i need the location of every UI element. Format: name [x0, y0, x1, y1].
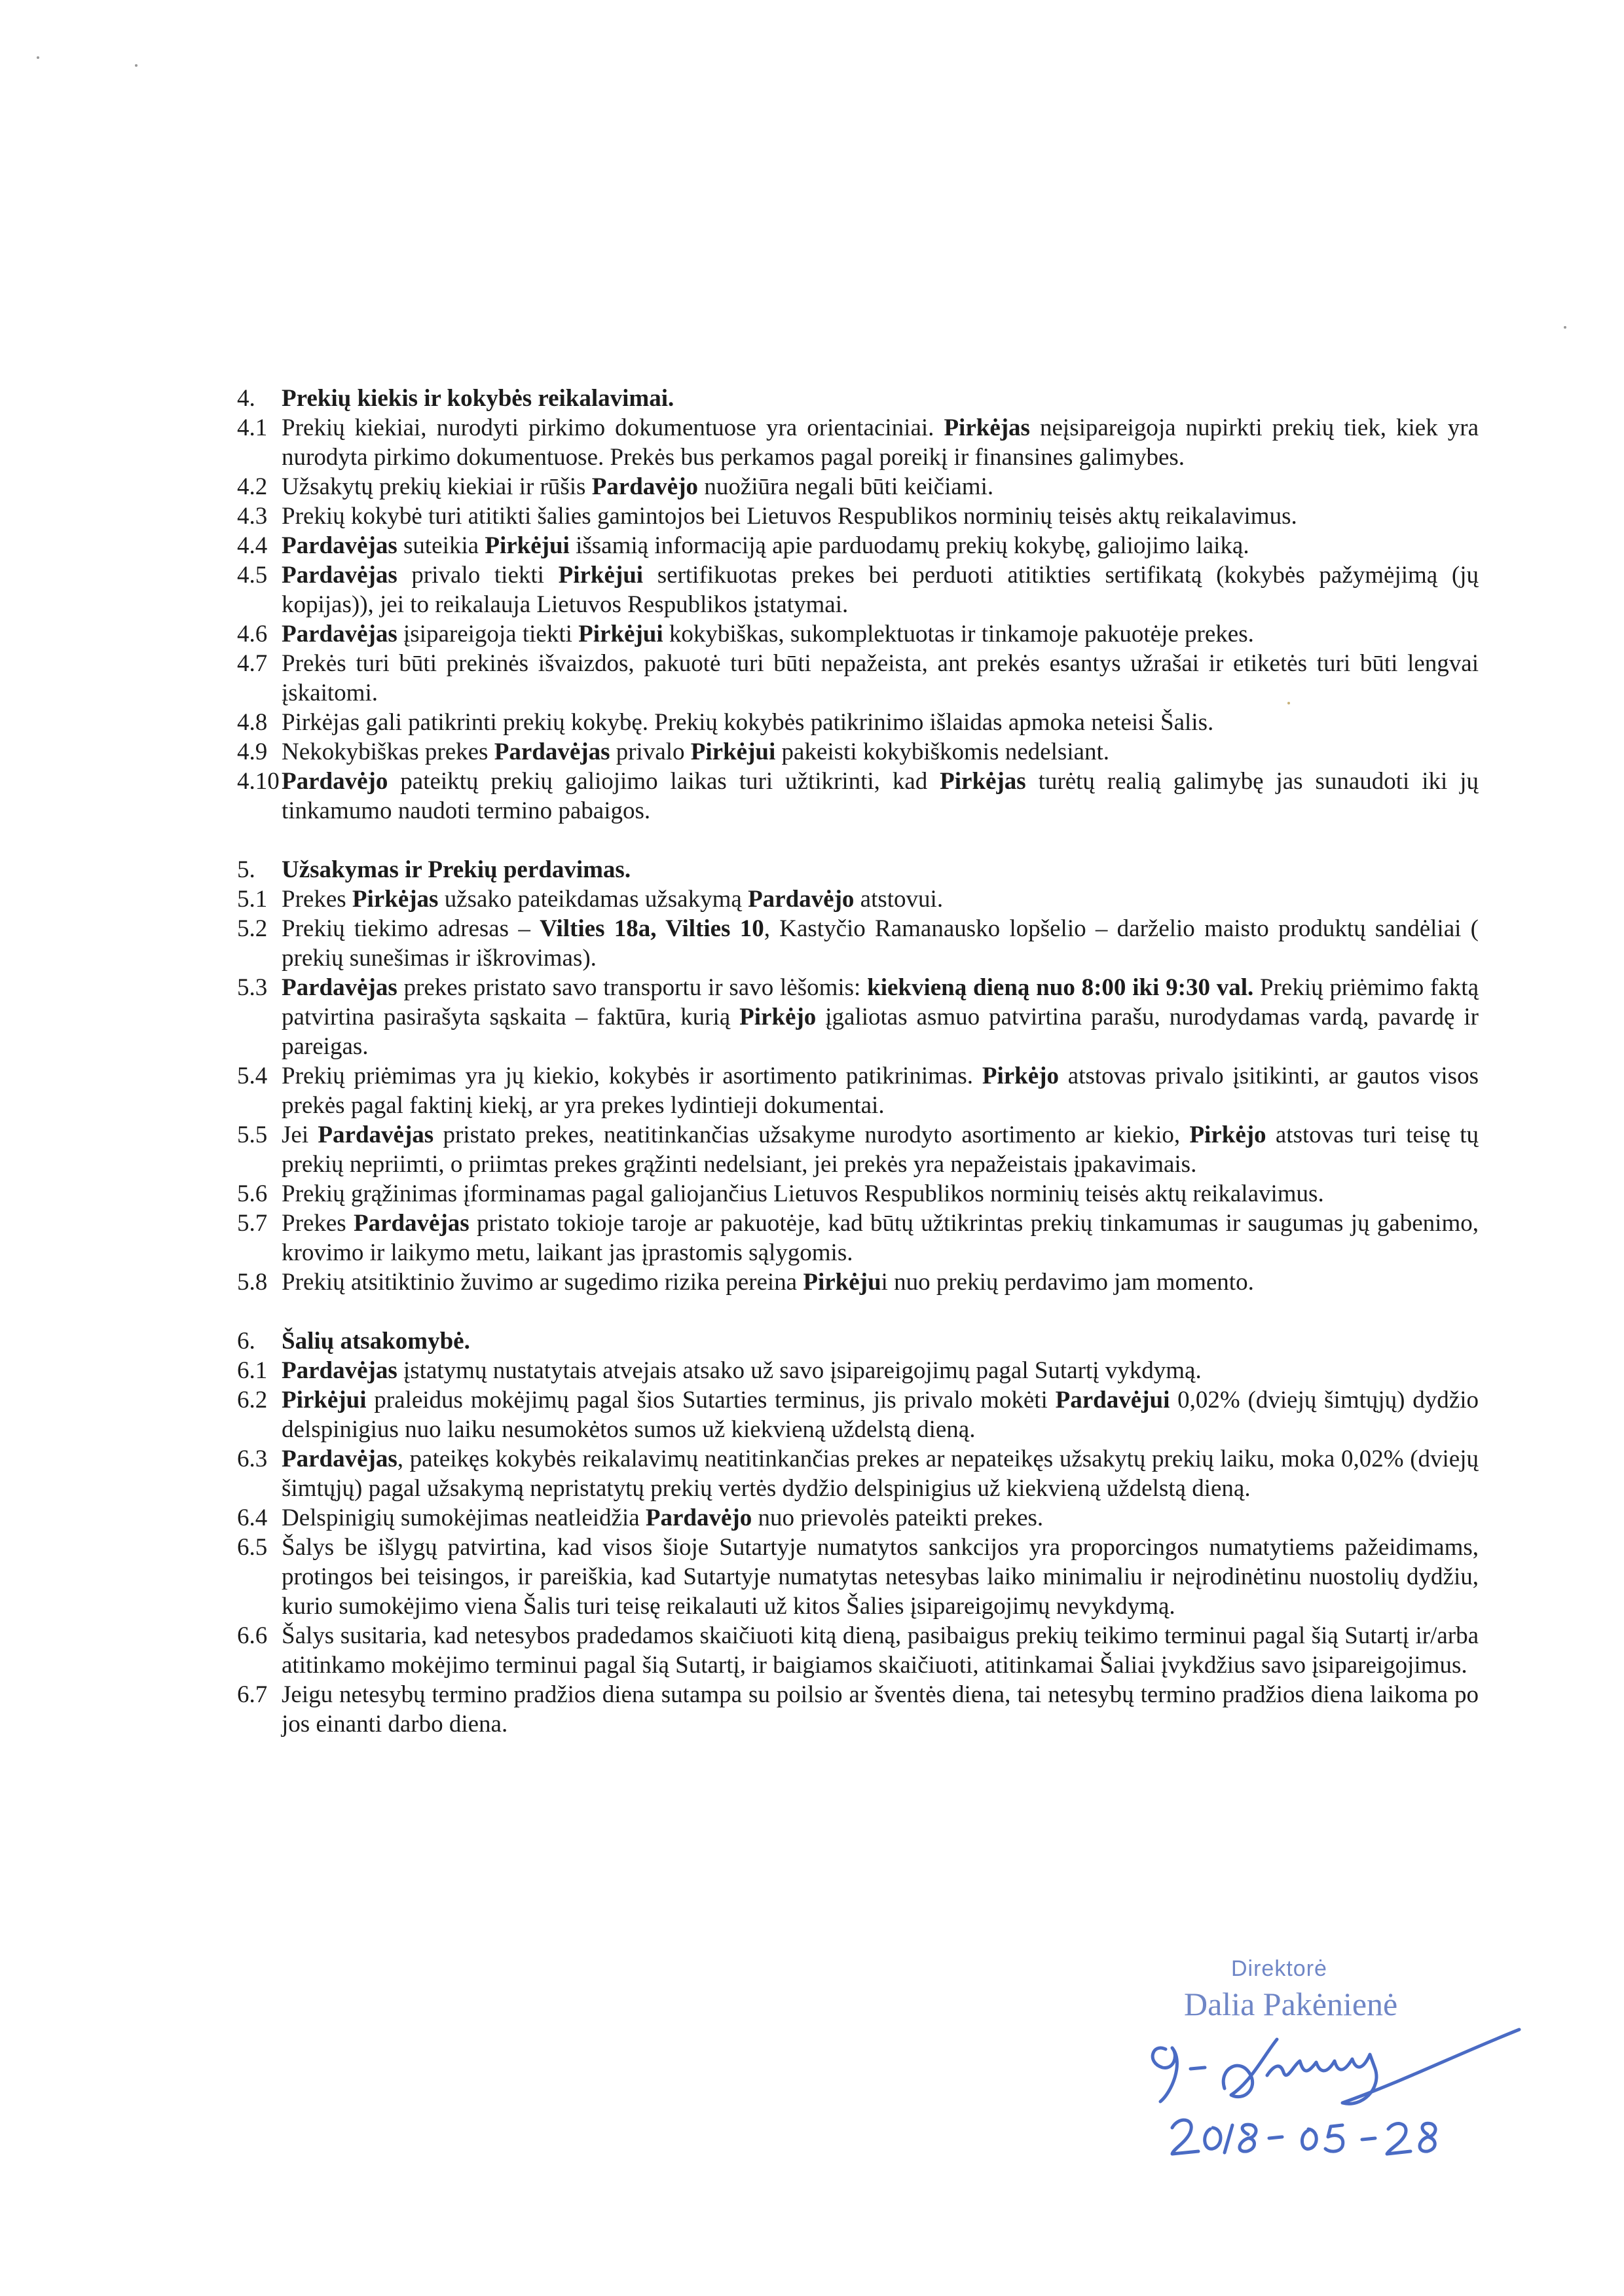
- clause: [237, 501, 1479, 531]
- signature-scribble-stroke: [1223, 2030, 1519, 2104]
- clause: [237, 973, 1479, 1061]
- clause: [237, 1621, 1479, 1680]
- section-heading: [237, 384, 1479, 413]
- clause-text: Prekių kokybė turi atitikti šalies gamintojos bei Lietuvos Respublikos norminių teisės aktų reikalavimus.: [282, 503, 1297, 530]
- clause: [237, 1444, 1479, 1503]
- clause: [237, 708, 1479, 737]
- clause: [237, 914, 1479, 973]
- clause-number: 6.5: [237, 1534, 268, 1561]
- clause: [237, 1356, 1479, 1385]
- clause-text: Užsakytų prekių kiekiai ir rūšis Pardavėjo nuožiūra negali būti keičiami.: [282, 473, 994, 500]
- clause-number: 4.1: [237, 414, 268, 441]
- section-number: 5.: [237, 856, 255, 883]
- clause-text: Pardavėjas įsipareigoja tiekti Pirkėjui kokybiškas, sukomplektuotas ir tinkamoje pakuotėje prekes.: [282, 621, 1254, 647]
- clause-number: 5.4: [237, 1063, 268, 1089]
- clause-text: Prekių priėmimas yra jų kiekio, kokybės ir asortimento patikrinimas. Pirkėjo atstovas privalo įsitikinti, ar gautos visos prekės pagal faktinį kiekį, ar yra prekes lydintieji dokumentai.: [282, 1063, 1479, 1119]
- clause-text: Prekės turi būti prekinės išvaizdos, pakuotė turi būti nepažeista, ant prekės esantys užrašai ir etiketės turi būti lengvai įskaitomi.: [282, 650, 1479, 706]
- section-heading: [237, 1326, 1479, 1356]
- section-number: 4.: [237, 385, 255, 412]
- clause-number: 5.1: [237, 886, 268, 913]
- clause: [237, 1120, 1479, 1179]
- clause-number: 6.6: [237, 1622, 268, 1649]
- stamp-name: Dalia Pakėnienė: [1184, 1986, 1398, 2022]
- clause-number: 4.10: [237, 768, 280, 795]
- clause-number: 5.2: [237, 915, 268, 942]
- clause-text: Šalys be išlygų patvirtina, kad visos šioje Sutartyje numatytos sankcijos yra proporcingos numatytiems pažeidimams, protingos bei teisingos, ir pareiškia, kad Sutartyje numatytas netesybas laiko minimaliu ir neįrodinėtinu nuostolių dydžiu, kurio sumokėjimo viena Šalis turi teisę reikalauti už kitos Šalies įsipareigojimų nevykdymą.: [282, 1534, 1479, 1620]
- clause: [237, 1385, 1479, 1444]
- clause: [237, 1209, 1479, 1267]
- clause: [237, 767, 1479, 826]
- clause-number: 5.3: [237, 974, 268, 1001]
- section-title: Šalių atsakomybė.: [282, 1328, 470, 1355]
- clause: [237, 472, 1479, 501]
- clause-number: 5.8: [237, 1269, 268, 1296]
- clause-text: Prekių kiekiai, nurodyti pirkimo dokumentuose yra orientaciniai. Pirkėjas neįsipareigoja nupirkti prekių tiek, kiek yra nurodyta pirkimo dokumentuose. Prekės bus perkamos pagal poreikį ir finansines galimybes.: [282, 414, 1479, 471]
- clause-text: Prekes Pirkėjas užsako pateikdamas užsakymą Pardavėjo atstovui.: [282, 886, 944, 913]
- clause: [237, 1267, 1479, 1297]
- clause-number: 4.4: [237, 532, 268, 559]
- section-title: Prekių kiekis ir kokybės reikalavimai.: [282, 385, 674, 412]
- date-digit-stroke: [1387, 2124, 1411, 2154]
- date-digit-stroke: [1205, 2128, 1221, 2149]
- date-digit-stroke: [1240, 2124, 1256, 2151]
- clause-number: 4.6: [237, 621, 268, 647]
- stamp-position: Direktorė: [1231, 1956, 1327, 1981]
- clause: [237, 413, 1479, 472]
- clause-text: Prekių grąžinimas įforminamas pagal galiojančius Lietuvos Respublikos norminių teisės aktų reikalavimus.: [282, 1180, 1324, 1207]
- clause-number: 5.6: [237, 1180, 268, 1207]
- clause-number: 4.3: [237, 503, 268, 530]
- clause-number: 6.3: [237, 1446, 268, 1472]
- clause: [237, 560, 1479, 619]
- clause-text: Pirkėjas gali patikrinti prekių kokybę. Prekių kokybės patikrinimo išlaidas apmoka neteisi Šalis.: [282, 709, 1214, 736]
- section-title: Užsakymas ir Prekių perdavimas.: [282, 856, 631, 883]
- clause-number: 5.7: [237, 1210, 268, 1237]
- contract-section: [237, 1326, 1479, 1739]
- clause: [237, 737, 1479, 767]
- clause-text: Šalys susitaria, kad netesybos pradedamos skaičiuoti kitą dieną, pasibaigus prekių teikimo terminui pagal šią Sutartį ir/arba atitinkamo mokėjimo terminui pagal šią Sutartį, ir baigiamos skaičiuoti, atitinkamai Šaliai įvykdžius savo įsipareigojimus.: [282, 1622, 1479, 1679]
- scan-speck: [135, 64, 138, 67]
- date-digit-stroke: [1225, 2125, 1232, 2153]
- clause-text: Pardavėjas suteikia Pirkėjui išsamią informaciją apie parduodamų prekių kokybę, galiojimo laiką.: [282, 532, 1249, 559]
- clause: [237, 884, 1479, 914]
- contract-section: [237, 855, 1479, 1297]
- clause-text: Pardavėjas, pateikęs kokybės reikalavimų neatitinkančias prekes ar nepateikęs užsakytų prekių laiku, moka 0,02% (dviejų šimtųjų) pagal užsakymą nepristatytų prekių vertės dydžio delspinigius už kiekvieną uždelstą dieną.: [282, 1446, 1479, 1502]
- clause: [237, 1680, 1479, 1739]
- section-heading: [237, 855, 1479, 884]
- date-digit-stroke: [1302, 2129, 1316, 2149]
- date-digit-stroke: [1172, 2120, 1198, 2154]
- clause-number: 4.7: [237, 650, 268, 677]
- clause-number: 4.5: [237, 562, 268, 589]
- clause-text: Jeigu netesybų termino pradžios diena sutampa su poilsio ar šventės diena, tai netesybų termino pradžios diena laikoma po jos einanti darbo diena.: [282, 1681, 1479, 1738]
- clause-number: 6.2: [237, 1387, 268, 1413]
- clause-text: Prekes Pardavėjas pristato tokioje taroje ar pakuotėje, kad būtų užtikrintas prekių tinkamumas ir saugumas jų gabenimo, krovimo ir laikymo metu, laikant jas įprastomis sąlygomis.: [282, 1210, 1479, 1266]
- date-digit-stroke: [1325, 2125, 1343, 2151]
- clause: [237, 1179, 1479, 1209]
- clause-number: 4.8: [237, 709, 268, 736]
- scan-speck: [37, 56, 39, 59]
- handwritten-signature: [1126, 1977, 1545, 2174]
- date-dash-stroke: [1269, 2137, 1282, 2138]
- clause: [237, 1533, 1479, 1621]
- clause: [237, 1503, 1479, 1533]
- clause-text: Prekių atsitiktinio žuvimo ar sugedimo rizika pereina Pirkėjui nuo prekių perdavimo jam momento.: [282, 1269, 1254, 1296]
- clause-number: 5.5: [237, 1121, 268, 1148]
- clause-text: Pardavėjas privalo tiekti Pirkėjui sertifikuotas prekes bei perduoti atitikties sertifikatą (kokybės pažymėjimą (jų kopijas)), jei to reikalauja Lietuvos Respublikos įstatymai.: [282, 562, 1479, 618]
- clause-text: Nekokybiškas prekes Pardavėjas privalo Pirkėjui pakeisti kokybiškomis nedelsiant.: [282, 738, 1109, 765]
- clause-text: Jei Pardavėjas pristato prekes, neatitinkančias užsakyme nurodyto asortimento ar kiekio, Pirkėjo atstovas turi teisę tų prekių nepriimti, o priimtas prekes grąžinti nedelsiant, jei prekės yra nepažeistais įpakavimais.: [282, 1121, 1479, 1178]
- clause: [237, 619, 1479, 649]
- clause-number: 6.1: [237, 1357, 268, 1384]
- section-number: 6.: [237, 1328, 255, 1355]
- clause-text: Pardavėjas prekes pristato savo transportu ir savo lėšomis: kiekvieną dieną nuo 8:00 iki 9:30 val. Prekių priėmimo faktą patvirtina pasirašyta sąskaita – faktūra, kurią Pirkėjo įgaliotas asmuo patvirtina parašu, nurodydamas vardą, pavardę ir pareigas.: [282, 974, 1479, 1060]
- signature-dash-stroke: [1190, 2068, 1205, 2069]
- clause: [237, 1061, 1479, 1120]
- contract-text: [237, 384, 1479, 1739]
- signature-initial-stroke: [1153, 2048, 1177, 2102]
- clause-number: 4.9: [237, 738, 268, 765]
- clause: [237, 531, 1479, 560]
- date-dash-stroke: [1362, 2138, 1375, 2140]
- clause-number: 6.7: [237, 1681, 268, 1708]
- clause-number: 4.2: [237, 473, 268, 500]
- contract-section: [237, 384, 1479, 826]
- scan-speck: [1564, 326, 1566, 329]
- date-digit-stroke: [1420, 2123, 1435, 2151]
- clause-text: Pardavėjo pateiktų prekių galiojimo laikas turi užtikrinti, kad Pirkėjas turėtų realią galimybę jas sunaudoti iki jų tinkamumo naudoti termino pabaigos.: [282, 768, 1479, 824]
- clause-text: Prekių tiekimo adresas – Vilties 18a, Vilties 10, Kastyčio Ramanausko lopšelio – darželio maisto produktų sandėliai ( prekių sunešimas ir iškrovimas).: [282, 915, 1479, 972]
- clause-text: Pirkėjui praleidus mokėjimų pagal šios Sutarties terminus, jis privalo mokėti Pardavėjui 0,02% (dviejų šimtųjų) dydžio delspinigius nuo laiku nesumokėtos sumos už kiekvieną uždelstą dieną.: [282, 1387, 1479, 1443]
- clause-number: 6.4: [237, 1504, 268, 1531]
- clause-text: Pardavėjas įstatymų nustatytais atvejais atsako už savo įsipareigojimų pagal Sutartį vykdymą.: [282, 1357, 1202, 1384]
- clause: [237, 649, 1479, 708]
- clause-text: Delspinigių sumokėjimas neatleidžia Pardavėjo nuo prievolės pateikti prekes.: [282, 1504, 1044, 1531]
